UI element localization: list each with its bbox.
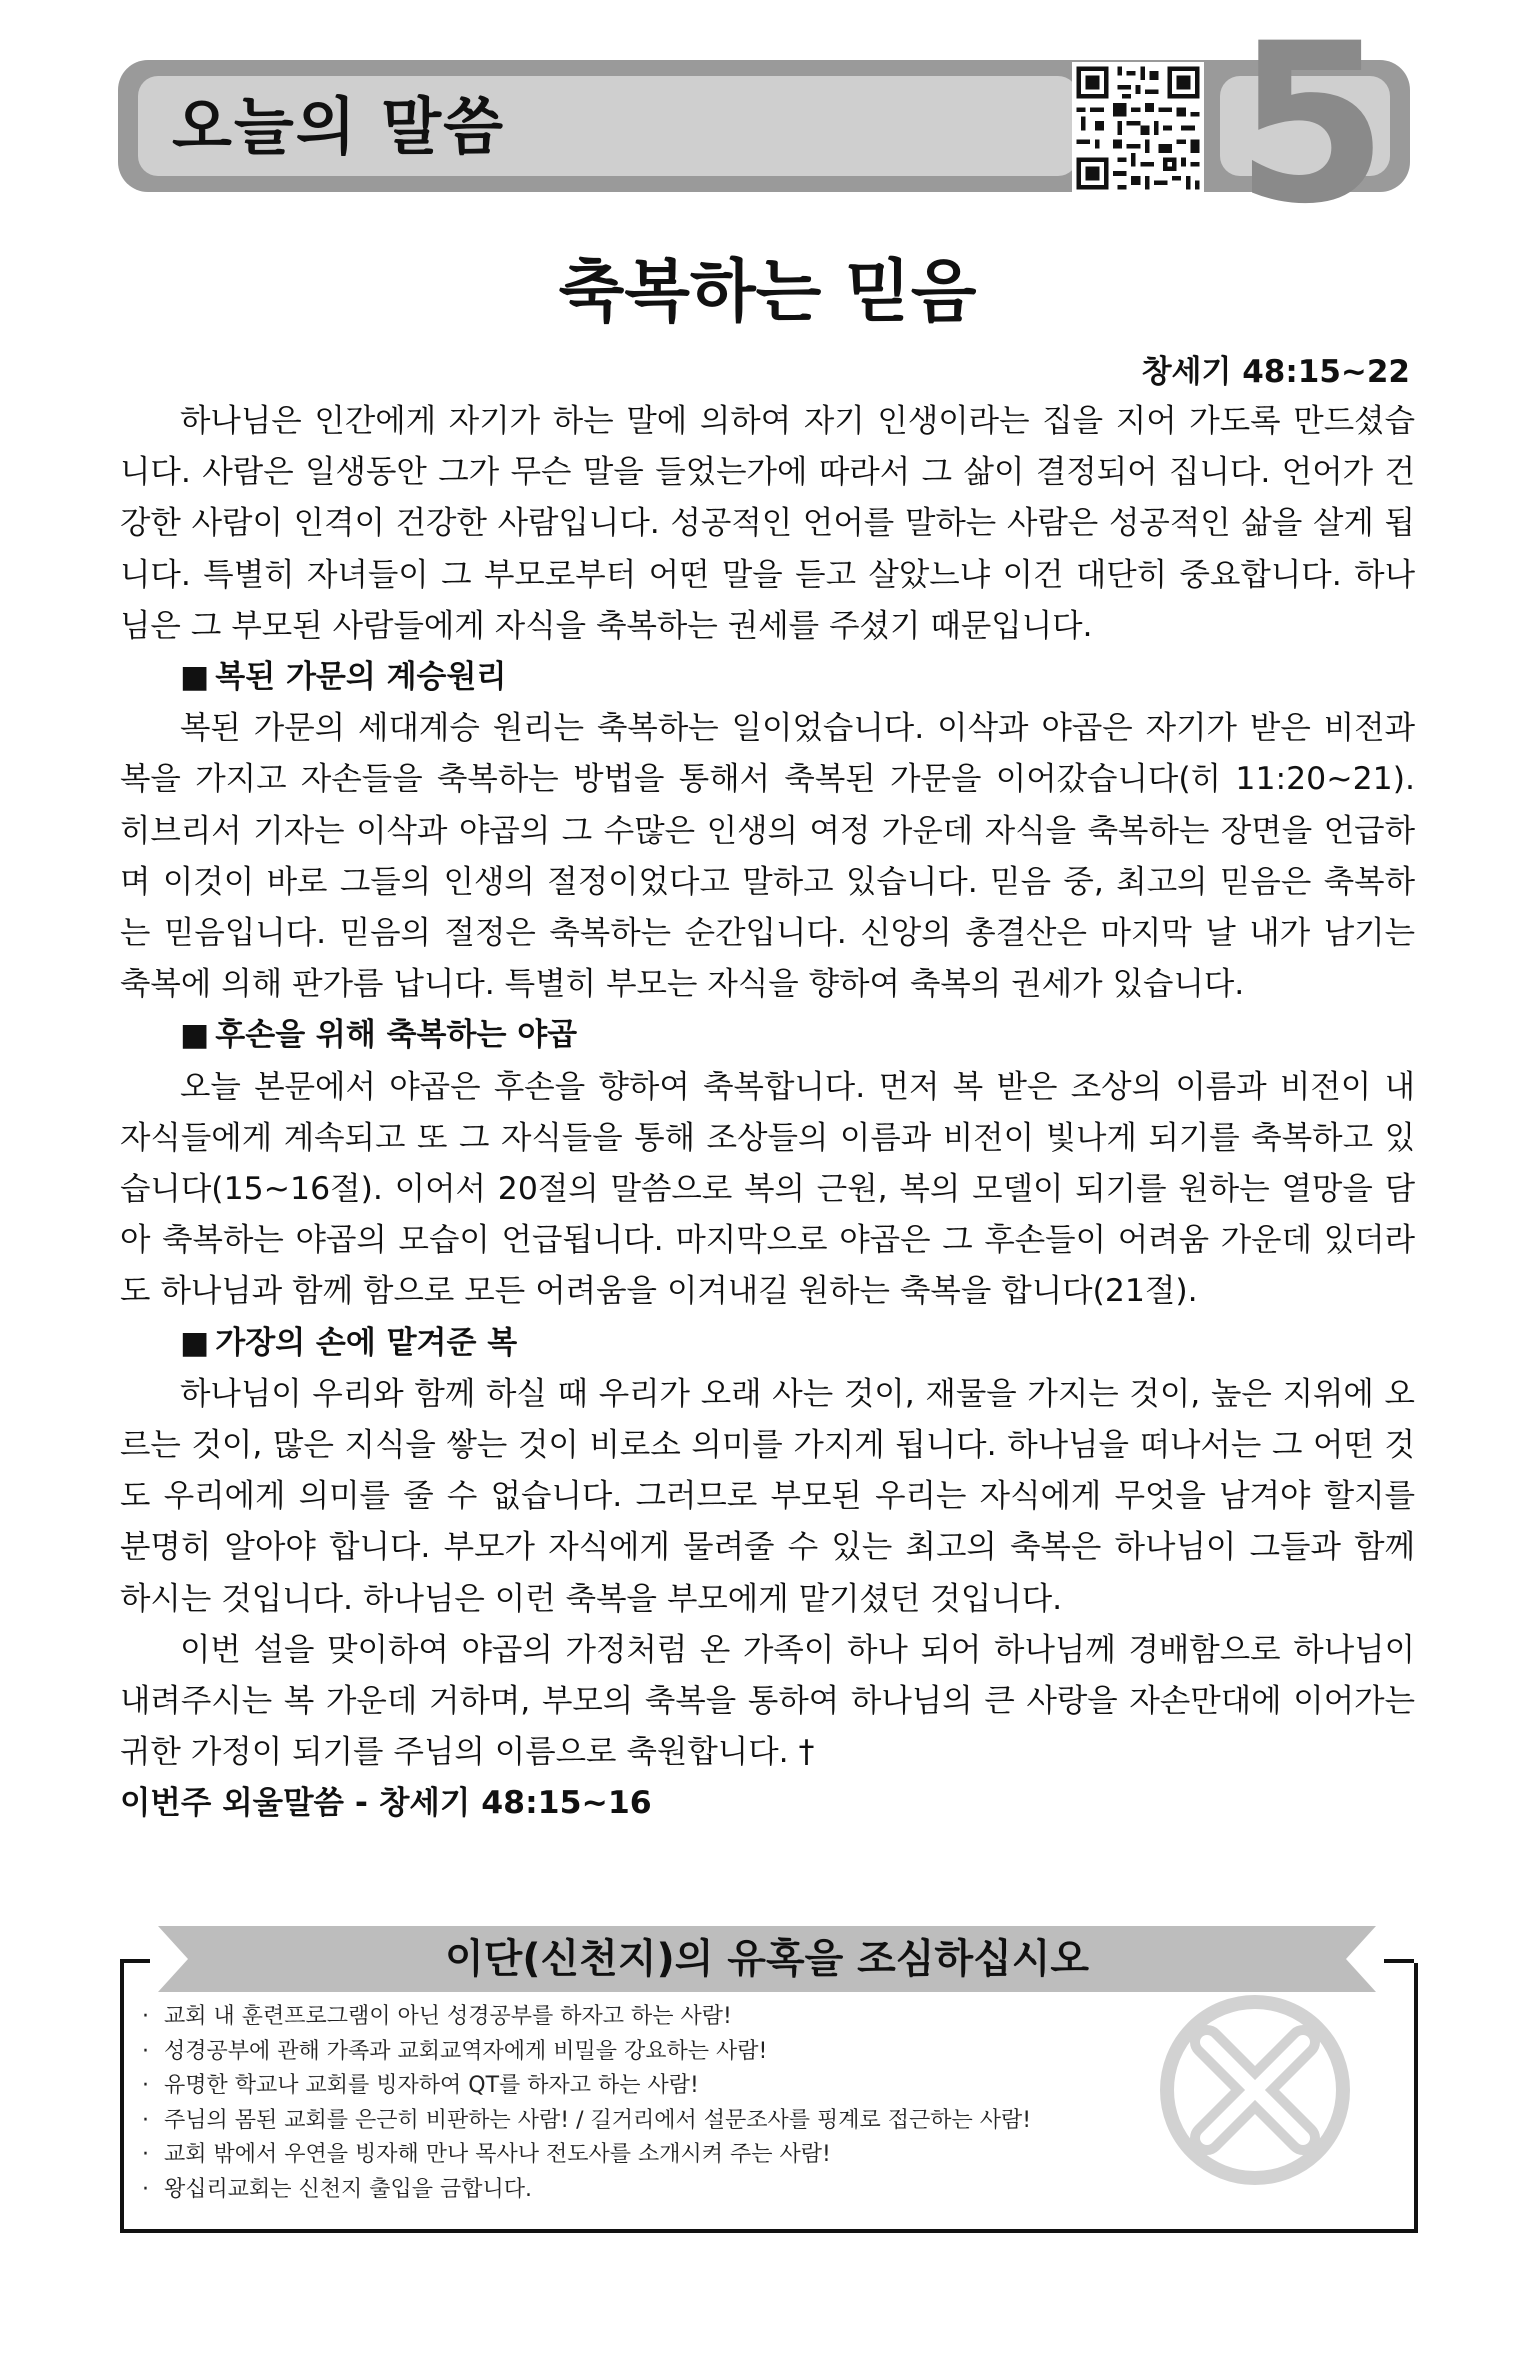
section-heading-text: 후손을 위해 축복하는 야곱 [215, 1017, 578, 1054]
memory-verse: 이번주 외울말씀 - 창세기 48:15~16 [120, 1785, 652, 1822]
section-paragraph: 하나님이 우리와 함께 하실 때 우리가 오래 사는 것이, 재물을 가지는 것이, 높은 지위에 오르는 것이, 많은 지식을 쌓는 것이 비로소 의미를 가지게 됩니다. 하나님을 떠나서는 그 어떤 것도 우리에게 의미를 줄 수 없습니다. 그러므로 부모된 우리는 자식에게 무엇을 남겨야 할지를 분명히 알아야 합니다. 부모가 자식에게 물려줄 수 있는 최고의 축복은 하나님이 그들과 함께 하시는 것입니다. 하나님은 이런 축복을 부모에게 맡기셨던 것입니다. [120, 1375, 1415, 1617]
section-heading [120, 1318, 1415, 1369]
article-body [120, 396, 1415, 1830]
square-bullet-icon: ■ [180, 1017, 210, 1054]
qr-code-icon [1072, 62, 1204, 194]
warning-box-corner [120, 1959, 150, 1963]
warning-list [142, 2000, 1031, 2207]
section-heading [120, 1010, 1415, 1061]
section-title: 오늘의 말씀 [172, 90, 506, 163]
section-heading [120, 652, 1415, 703]
section-heading-text: 가장의 손에 맡겨준 복 [215, 1324, 518, 1361]
section-paragraph: 오늘 본문에서 야곱은 후손을 향하여 축복합니다. 먼저 복 받은 조상의 이름과 비전이 내 자식들에게 계속되고 또 그 자식들을 통해 조상들의 이름과 비전이 빛나게 되기를 축복하고 있습니다(15~16절). 이어서 20절의 말씀으로 복의 근원, 복의 모델이 되기를 원하는 열망을 담아 축복하는 야곱의 모습이 언급됩니다. 마지막으로 야곱은 그 후손들이 어려움 가운데 있더라도 하나님과 함께 함으로 모든 어려움을 이겨내길 원하는 축복을 합니다(21절). [120, 1068, 1415, 1310]
section-paragraph: 복된 가문의 세대계승 원리는 축복하는 일이었습니다. 이삭과 야곱은 자기가 받은 비전과 복을 가지고 자손들을 축복하는 방법을 통해서 축복된 가문을 이어갔습니다(히 11:20~21). 히브리서 기자는 이삭과 야곱의 그 수많은 인생의 여정 가운데 자식을 축복하는 장면을 언급하며 이것이 바로 그들의 인생의 절정이었다고 말하고 있습니다. 믿음 중, 최고의 믿음은 축복하는 믿음입니다. 믿음의 절정은 축복하는 순간입니다. 신앙의 총결산은 마지막 날 내가 남기는 축복에 의해 판가름 납니다. 특별히 부모는 자식을 향하여 축복의 권세가 있습니다. [120, 710, 1415, 1003]
scripture-reference: 창세기 48:15~22 [1141, 354, 1410, 390]
article-title: 축복하는 믿음 [558, 253, 977, 332]
no-entry-x-icon [1155, 1990, 1355, 2190]
warning-box-corner [1384, 1959, 1414, 1963]
list-item: · 성경공부에 관해 가족과 교회교역자에게 비밀을 강요하는 사람! [142, 2035, 1031, 2070]
warning-title: 이단(신천지)의 유혹을 조심하십시오 [444, 1936, 1089, 1982]
list-item: · 교회 밖에서 우연을 빙자해 만나 목사나 전도사를 소개시켜 주는 사람! [142, 2138, 1031, 2173]
closing-paragraph: 이번 설을 맞이하여 야곱의 가정처럼 온 가족이 하나 되어 하나님께 경배함으로 하나님이 내려주시는 복 가운데 거하며, 부모의 축복을 통하여 하나님의 큰 사랑을 자손만대에 이어가는 귀한 가정이 되기를 주님의 이름으로 축원합니다. † [120, 1631, 1415, 1771]
list-item: · 교회 내 훈련프로그램이 아닌 성경공부를 하자고 하는 사람! [142, 2000, 1031, 2035]
list-item: · 왕십리교회는 신천지 출입을 금합니다. [142, 2173, 1031, 2208]
list-item: · 주님의 몸된 교회를 은근히 비판하는 사람! / 길거리에서 설문조사를 핑계로 접근하는 사람! [142, 2104, 1031, 2139]
page-number: 5 [1235, 0, 1389, 252]
square-bullet-icon: ■ [180, 659, 210, 696]
intro-paragraph: 하나님은 인간에게 자기가 하는 말에 의하여 자기 인생이라는 집을 지어 가도록 만드셨습니다. 사람은 일생동안 그가 무슨 말을 들었는가에 따라서 그 삶이 결정되어 집니다. 언어가 건강한 사람이 인격이 건강한 사람입니다. 성공적인 언어를 말하는 사람은 성공적인 삶을 살게 됩니다. 특별히 자녀들이 그 부모로부터 어떤 말을 듣고 살았느냐 이건 대단히 중요합니다. 하나님은 그 부모된 사람들에게 자식을 축복하는 권세를 주셨기 때문입니다. [120, 403, 1415, 644]
square-bullet-icon: ■ [180, 1324, 210, 1361]
list-item: · 유명한 학교나 교회를 빙자하여 QT를 하자고 하는 사람! [142, 2069, 1031, 2104]
section-heading-text: 복된 가문의 계승원리 [215, 659, 507, 696]
